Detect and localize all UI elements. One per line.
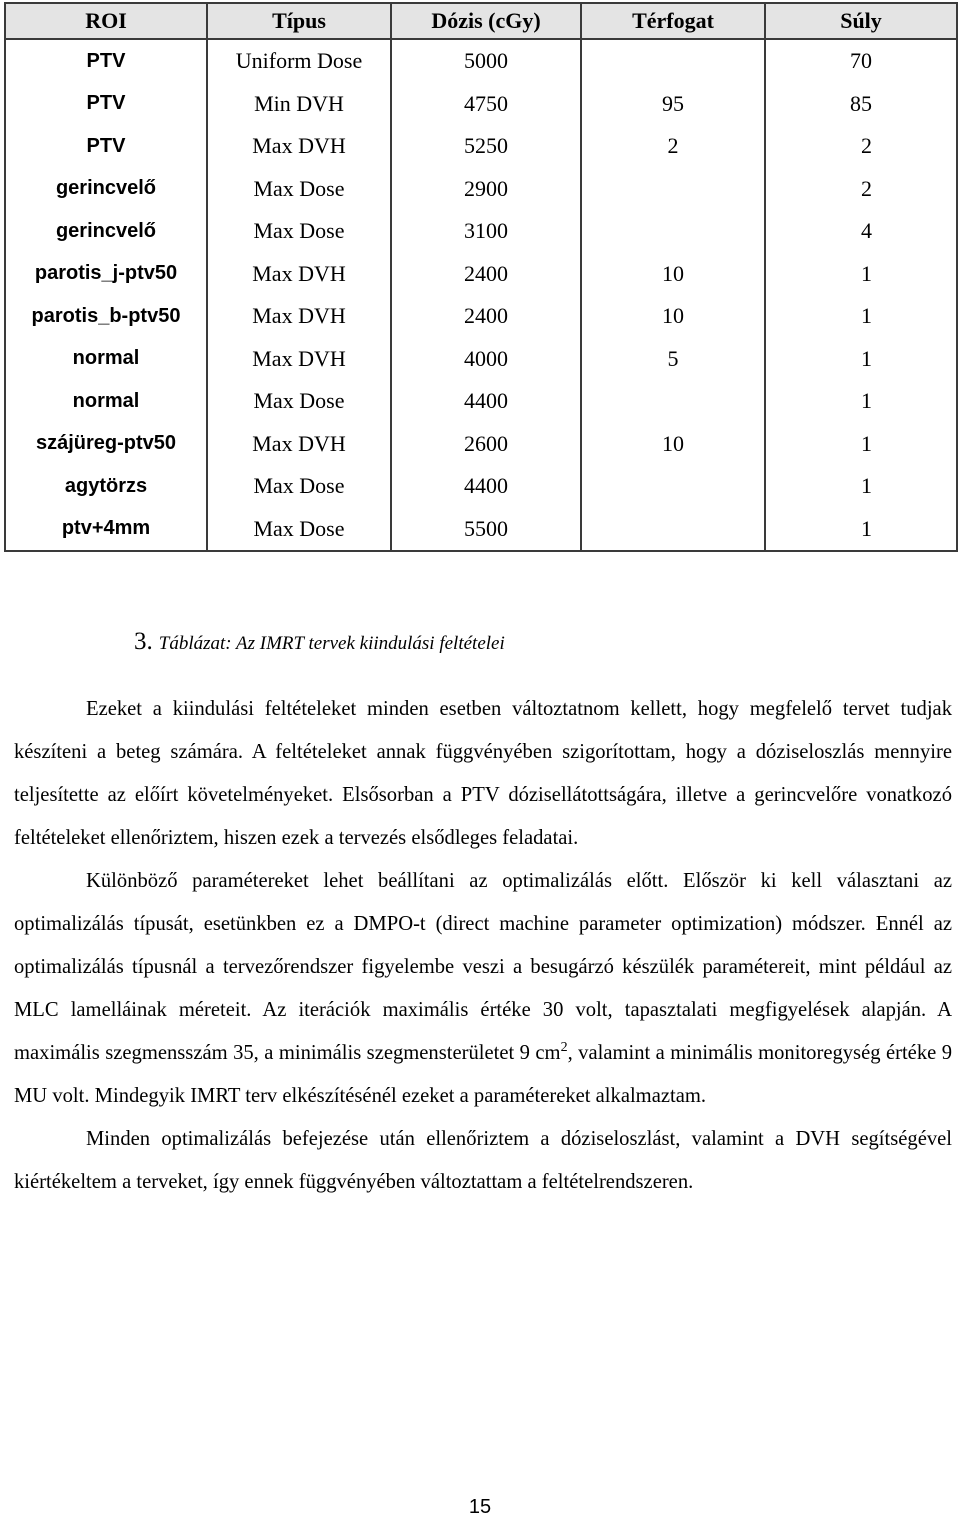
cell-tipus: Max DVH (207, 125, 391, 168)
table-row (5, 295, 957, 338)
cell-roi: PTV (5, 39, 207, 83)
cell-suly: 2 (765, 125, 957, 168)
cell-dozis: 4400 (391, 465, 581, 508)
cell-roi: szájüreg-ptv50 (5, 423, 207, 466)
roi-table-container (4, 2, 956, 552)
table-row (5, 253, 957, 296)
header-suly: Súly (765, 3, 957, 39)
cell-tipus: Min DVH (207, 83, 391, 126)
paragraph-1: Ezeket a kiindulási feltételeket minden esetben változtatnom kellett, hogy megfelelő tervet tudjak készíteni a beteg számára. A feltételeket annak függvényében szigorítottam, hogy a dóziseloszlás mennyire teljesítette az előírt követelményeket. Elsősorban a PTV dózisellátottságára, illetve a gerincvelőre vonatkozó feltételeket ellenőriztem, hiszen ezek a tervezés elsődleges feladatai. (14, 698, 952, 849)
cell-terfogat (581, 380, 765, 423)
cell-terfogat: 95 (581, 83, 765, 126)
cell-terfogat (581, 508, 765, 552)
table-row (5, 210, 957, 253)
cell-roi: PTV (5, 125, 207, 168)
cell-suly: 85 (765, 83, 957, 126)
table-row (5, 423, 957, 466)
cell-dozis: 5250 (391, 125, 581, 168)
cell-suly: 1 (765, 508, 957, 552)
header-terfogat: Térfogat (581, 3, 765, 39)
cell-dozis: 2900 (391, 168, 581, 211)
cell-roi: parotis_b-ptv50 (5, 295, 207, 338)
table-body (5, 39, 957, 551)
cell-suly: 1 (765, 465, 957, 508)
cell-suly: 1 (765, 295, 957, 338)
cell-tipus: Max DVH (207, 295, 391, 338)
cell-tipus: Max Dose (207, 210, 391, 253)
paragraph-2-text-a: Különböző paramétereket lehet beállítani az optimalizálás előtt. Először ki kell választani az optimalizálás típusát, esetünkben ez a DMPO-t (direct machine parameter optimization) módszer. Ennél az optimalizálás típusnál a tervezőrendszer figyelembe veszi a besugárzó készülék paramétereit, mint például az MLC lamelláinak méreteit. Az iterációk maximális értéke 30 volt, tapasztalati megfigyelések alapján. A maximális szegmensszám 35, a minimális szegmensterületet 9 cm (14, 870, 952, 1064)
cell-tipus: Max DVH (207, 253, 391, 296)
cell-terfogat: 10 (581, 295, 765, 338)
cell-tipus: Max Dose (207, 465, 391, 508)
cell-roi: agytörzs (5, 465, 207, 508)
table-row (5, 125, 957, 168)
cell-suly: 1 (765, 380, 957, 423)
cell-roi: ptv+4mm (5, 508, 207, 552)
body-text (14, 688, 952, 1204)
page-number: 15 (468, 1496, 492, 1518)
paragraph-3: Minden optimalizálás befejezése után ellenőriztem a dóziseloszlást, valamint a DVH segítségével kiértékeltem a terveket, így ennek függvényében változtattam a feltételrendszeren. (14, 1128, 952, 1193)
cell-roi: PTV (5, 83, 207, 126)
table-row (5, 338, 957, 381)
cell-terfogat (581, 210, 765, 253)
table-row (5, 39, 957, 83)
cell-dozis: 4400 (391, 380, 581, 423)
cell-roi: gerincvelő (5, 168, 207, 211)
table-row (5, 508, 957, 552)
caption-number: 3. (134, 628, 153, 655)
cell-terfogat: 2 (581, 125, 765, 168)
cell-terfogat: 5 (581, 338, 765, 381)
cell-tipus: Max Dose (207, 380, 391, 423)
cell-terfogat (581, 168, 765, 211)
header-tipus: Típus (207, 3, 391, 39)
cell-tipus: Max Dose (207, 508, 391, 552)
table-row (5, 380, 957, 423)
cell-roi: normal (5, 338, 207, 381)
table-row (5, 168, 957, 211)
caption-text: Táblázat: Az IMRT tervek kiindulási feltételei (158, 633, 505, 654)
header-roi: ROI (5, 3, 207, 39)
cell-dozis: 5500 (391, 508, 581, 552)
table-row (5, 465, 957, 508)
cell-suly: 4 (765, 210, 957, 253)
superscript-2: 2 (560, 1040, 568, 1056)
cell-dozis: 2600 (391, 423, 581, 466)
cell-suly: 2 (765, 168, 957, 211)
cell-terfogat: 10 (581, 423, 765, 466)
cell-dozis: 3100 (391, 210, 581, 253)
cell-terfogat: 10 (581, 253, 765, 296)
cell-terfogat (581, 39, 765, 83)
cell-terfogat (581, 465, 765, 508)
paragraph-2-text-b: , valamint a minimális monitoregység értéke 9 MU volt. Mindegyik IMRT terv elkészítésénél ezeket a paramétereket alkalmaztam. (14, 1042, 952, 1107)
cell-roi: parotis_j-ptv50 (5, 253, 207, 296)
cell-tipus: Max DVH (207, 423, 391, 466)
cell-suly: 1 (765, 338, 957, 381)
cell-dozis: 2400 (391, 295, 581, 338)
cell-tipus: Uniform Dose (207, 39, 391, 83)
cell-suly: 1 (765, 423, 957, 466)
cell-suly: 1 (765, 253, 957, 296)
header-dozis: Dózis (cGy) (391, 3, 581, 39)
cell-suly: 70 (765, 39, 957, 83)
cell-dozis: 4750 (391, 83, 581, 126)
cell-roi: gerincvelő (5, 210, 207, 253)
roi-table (4, 2, 958, 552)
paragraph-2 (14, 860, 952, 1118)
cell-dozis: 5000 (391, 39, 581, 83)
table-caption (134, 628, 505, 656)
table-header-row (5, 3, 957, 39)
cell-dozis: 4000 (391, 338, 581, 381)
table-row (5, 83, 957, 126)
cell-dozis: 2400 (391, 253, 581, 296)
cell-roi: normal (5, 380, 207, 423)
cell-tipus: Max DVH (207, 338, 391, 381)
cell-tipus: Max Dose (207, 168, 391, 211)
